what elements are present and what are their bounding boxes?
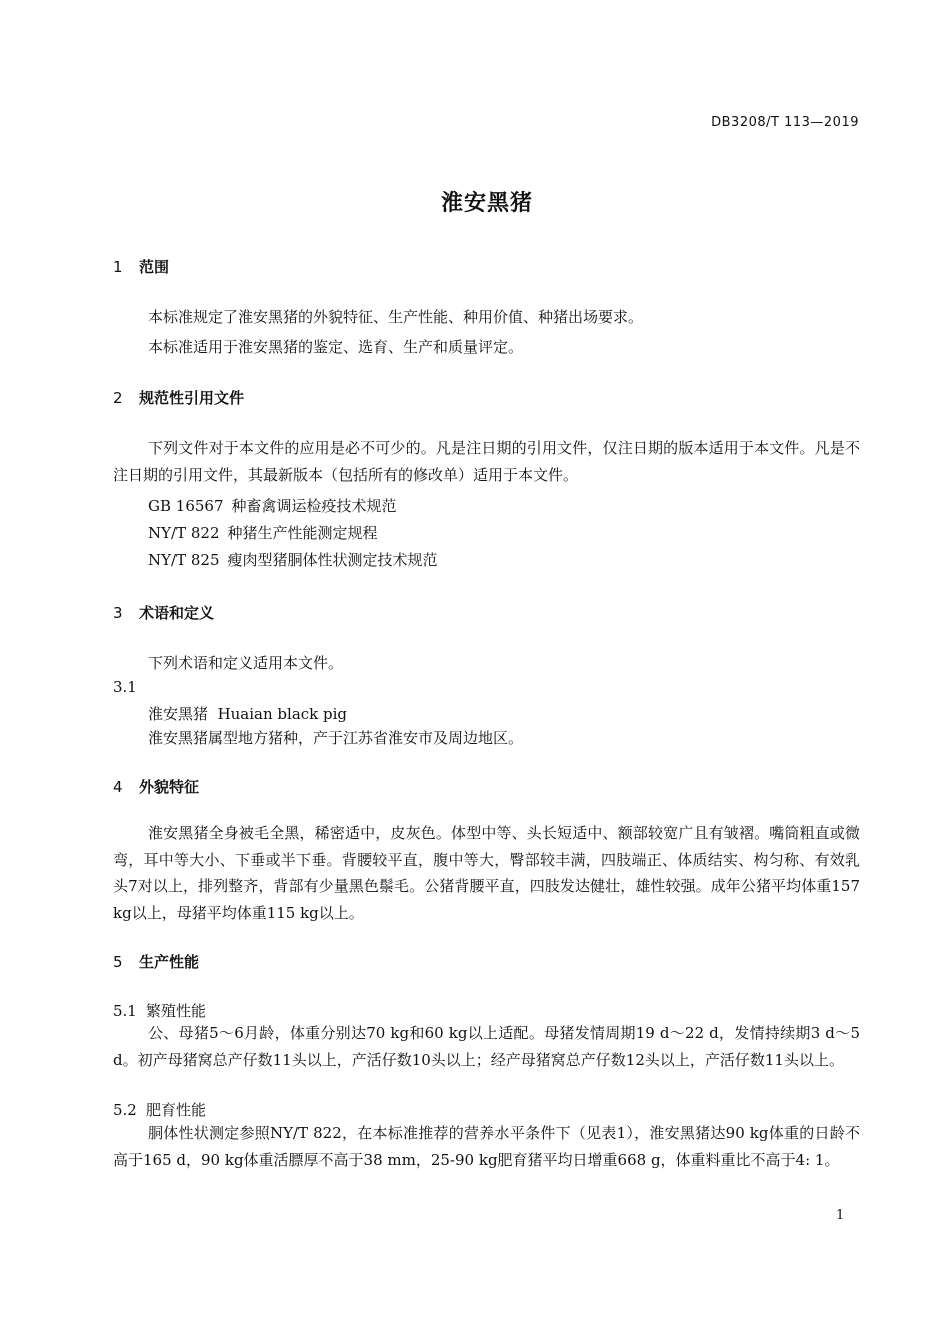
- section-heading-terms: [113, 602, 214, 623]
- section-title: 外貌特征: [139, 778, 200, 796]
- reference-title: 瘦肉型猪胴体性状测定技术规范: [227, 551, 438, 569]
- section-number: 1: [113, 258, 123, 276]
- reproduction-paragraph: 公、母猪5～6月龄，体重分别达70 kg和60 kg以上适配。母猪发情周期19 d～22 d，发情持续期3 d～5 d。初产母猪窝总产仔数11头以上，产活仔数10头以上；经产母猪窝总产仔数12头以上，产活仔数11头以上。: [113, 1024, 860, 1069]
- section-heading-appearance: [113, 776, 199, 797]
- term-name-cn: 淮安黑猪: [148, 705, 209, 723]
- section-heading-scope: [113, 256, 169, 277]
- section-title: 术语和定义: [139, 604, 215, 622]
- term-name: [148, 703, 347, 724]
- term-name-en: Huaian black pig: [217, 705, 348, 723]
- subsection-number: 5.2: [113, 1101, 137, 1119]
- reference-item: [148, 522, 378, 543]
- reference-title: 种猪生产性能测定规程: [227, 524, 378, 542]
- subsection-heading-reproduction: [113, 1000, 206, 1021]
- section-heading-performance: [113, 951, 199, 972]
- subsection-title: 肥育性能: [146, 1101, 207, 1119]
- term-definition: 淮安黑猪属型地方猪种，产于江苏省淮安市及周边地区。: [148, 729, 524, 747]
- reference-code: GB 16567: [148, 497, 224, 515]
- terms-intro: 下列术语和定义适用本文件。: [148, 654, 344, 672]
- section-number: 5: [113, 953, 123, 971]
- page-number: 1: [836, 1208, 845, 1223]
- reference-title: 种畜禽调运检疫技术规范: [231, 497, 397, 515]
- section-number: 2: [113, 389, 123, 407]
- appearance-paragraph: 淮安黑猪全身被毛全黑，稀密适中，皮灰色。体型中等、头长短适中、额部较宽广且有皱褶。嘴筒粗直或微弯，耳中等大小、下垂或半下垂。背腰较平直，腹中等大，臀部较丰满，四肢端正、体质结实、构匀称、有效乳头7对以上，排列整齐，背部有少量黑色鬃毛。公猪背腰平直，四肢发达健壮，雄性较强。成年公猪平均体重157 kg以上，母猪平均体重115 kg以上。: [113, 824, 860, 922]
- scope-paragraph: 本标准规定了淮安黑猪的外貌特征、生产性能、种用价值、种猪出场要求。: [148, 308, 644, 326]
- section-title: 范围: [139, 258, 170, 276]
- normative-intro: 下列文件对于本文件的应用是必不可少的。凡是注日期的引用文件，仅注日期的版本适用于本文件。凡是不注日期的引用文件，其最新版本（包括所有的修改单）适用于本文件。: [113, 439, 860, 484]
- page-title: 淮安黑猪: [440, 191, 533, 216]
- section-number: 4: [113, 778, 123, 796]
- document-number: DB3208/T 113—2019: [711, 115, 859, 130]
- reference-item: [148, 495, 397, 516]
- term-number: 3.1: [113, 678, 137, 696]
- fattening-paragraph: 胴体性状测定参照NY/T 822，在本标准推荐的营养水平条件下（见表1），淮安黑猪达90 kg体重的日龄不高于165 d，90 kg体重活膘厚不高于38 mm，25-90 kg肥育猪平均日增重668 g，体重料重比不高于4: 1。: [113, 1124, 860, 1169]
- section-title: 规范性引用文件: [139, 389, 245, 407]
- reference-code: NY/T 822: [148, 524, 220, 542]
- section-number: 3: [113, 604, 123, 622]
- reference-code: NY/T 825: [148, 551, 220, 569]
- subsection-title: 繁殖性能: [146, 1002, 207, 1020]
- scope-paragraph: 本标准适用于淮安黑猪的鉴定、选育、生产和质量评定。: [148, 338, 524, 356]
- subsection-heading-fattening: [113, 1099, 206, 1120]
- subsection-number: 5.1: [113, 1002, 137, 1020]
- section-title: 生产性能: [139, 953, 200, 971]
- reference-item: [148, 549, 438, 570]
- section-heading-normative: [113, 387, 244, 408]
